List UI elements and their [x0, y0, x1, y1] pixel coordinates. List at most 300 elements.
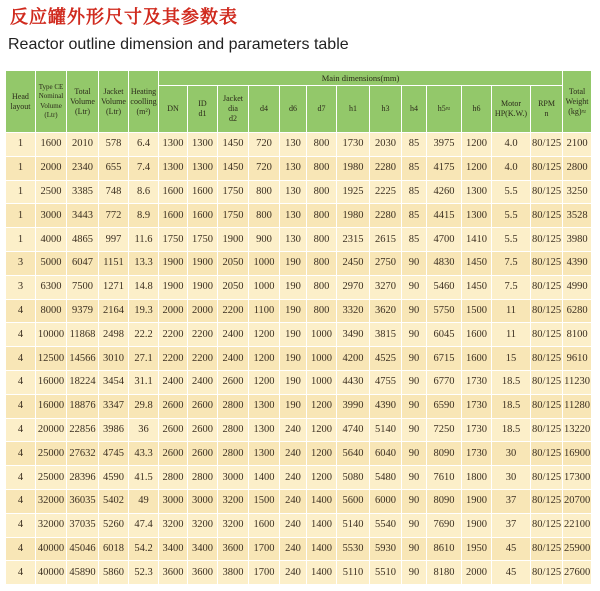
table-row [6, 204, 591, 227]
table-cell: 720 [249, 133, 279, 156]
column-header-total-weight-kg [563, 71, 591, 132]
table-cell: 14566 [67, 347, 98, 370]
table-cell: 1900 [462, 514, 491, 537]
table-cell: 4525 [370, 347, 401, 370]
table-cell: 2100 [563, 133, 591, 156]
table-cell: 22100 [563, 514, 591, 537]
table-cell: 190 [280, 395, 306, 418]
table-cell: 85 [402, 181, 426, 204]
table-cell: 6000 [370, 490, 401, 513]
table-cell: 18.5 [492, 371, 530, 394]
table-cell: 1 [6, 181, 35, 204]
table-cell: 1750 [188, 228, 217, 251]
column-header-line: Total [568, 86, 586, 96]
table-cell: 2600 [159, 419, 187, 442]
table-cell: 80/125 [531, 371, 562, 394]
table-cell: 6715 [427, 347, 461, 370]
table-cell: 2050 [218, 276, 248, 299]
table-row [6, 181, 591, 204]
table-cell: 90 [402, 442, 426, 465]
table-cell: 7500 [67, 276, 98, 299]
table-cell: 3600 [159, 561, 187, 584]
table-row [6, 133, 591, 156]
table-cell: 80/125 [531, 323, 562, 346]
table-cell: 190 [280, 347, 306, 370]
table-cell: 2600 [159, 395, 187, 418]
table-cell: 2498 [99, 323, 128, 346]
table-cell: 2200 [159, 347, 187, 370]
table-cell: 5640 [337, 442, 369, 465]
table-cell: 7690 [427, 514, 461, 537]
table-cell: 2000 [462, 561, 491, 584]
table-cell: 2200 [218, 300, 248, 323]
table-cell: 45 [492, 538, 530, 561]
table-cell: 1000 [249, 276, 279, 299]
table-cell: 1300 [159, 157, 187, 180]
table-cell: 130 [280, 181, 306, 204]
table-cell: 6047 [67, 252, 98, 275]
column-header-line: Jacket [223, 94, 243, 103]
column-header-h1 [337, 86, 369, 132]
column-header-line: d2 [229, 114, 237, 123]
table-cell: 80/125 [531, 395, 562, 418]
table-cell: 4590 [99, 466, 128, 489]
parameters-table [5, 70, 592, 585]
column-header-line: h5≈ [437, 104, 451, 113]
table-cell: 800 [307, 181, 336, 204]
table-cell: 37 [492, 514, 530, 537]
column-header-line: d6 [289, 104, 297, 113]
table-cell: 2450 [337, 252, 369, 275]
table-cell: 1200 [249, 371, 279, 394]
table-cell: 20000 [36, 419, 66, 442]
table-cell: 45 [492, 561, 530, 584]
table-cell: 655 [99, 157, 128, 180]
table-cell: 5000 [36, 252, 66, 275]
column-header-line: layout [10, 101, 31, 111]
table-cell: 3400 [188, 538, 217, 561]
table-cell: 5.5 [492, 228, 530, 251]
table-body [6, 133, 591, 584]
table-cell: 190 [280, 371, 306, 394]
table-cell: 2000 [159, 300, 187, 323]
table-cell: 25000 [36, 466, 66, 489]
table-cell: 3986 [99, 419, 128, 442]
table-cell: 1200 [249, 347, 279, 370]
table-cell: 1800 [462, 466, 491, 489]
column-header-line: (Ltr) [74, 106, 91, 116]
table-cell: 2340 [67, 157, 98, 180]
column-header-line: HP(K.W.) [494, 109, 528, 118]
table-cell: 80/125 [531, 419, 562, 442]
table-cell: 4755 [370, 371, 401, 394]
table-cell: 4 [6, 347, 35, 370]
table-cell: 3200 [218, 514, 248, 537]
table-cell: 27600 [563, 561, 591, 584]
table-cell: 80/125 [531, 204, 562, 227]
table-cell: 5140 [370, 419, 401, 442]
table-cell: 2600 [188, 442, 217, 465]
table-cell: 20700 [563, 490, 591, 513]
table-cell: 3600 [188, 561, 217, 584]
column-header-d7 [307, 86, 336, 132]
table-cell: 4 [6, 371, 35, 394]
table-cell: 1300 [462, 204, 491, 227]
table-cell: 1300 [249, 419, 279, 442]
table-cell: 49 [129, 490, 158, 513]
table-cell: 3385 [67, 181, 98, 204]
table-cell: 17300 [563, 466, 591, 489]
table-cell: 4415 [427, 204, 461, 227]
table-cell: 800 [307, 252, 336, 275]
table-cell: 54.2 [129, 538, 158, 561]
column-header-h6 [462, 86, 491, 132]
table-cell: 25000 [36, 442, 66, 465]
table-cell: 2800 [218, 419, 248, 442]
table-cell: 1600 [462, 347, 491, 370]
table-cell: 3320 [337, 300, 369, 323]
table-cell: 1700 [249, 561, 279, 584]
table-cell: 37 [492, 490, 530, 513]
table-cell: 3490 [337, 323, 369, 346]
table-cell: 5930 [370, 538, 401, 561]
table-cell: 772 [99, 204, 128, 227]
table-cell: 8180 [427, 561, 461, 584]
table-cell: 1 [6, 228, 35, 251]
table-cell: 2000 [188, 300, 217, 323]
table-cell: 190 [280, 276, 306, 299]
column-header-line: d1 [198, 109, 207, 118]
table-cell: 27632 [67, 442, 98, 465]
table-cell: 2010 [67, 133, 98, 156]
table-row [6, 300, 591, 323]
table-cell: 52.3 [129, 561, 158, 584]
table-cell: 4865 [67, 228, 98, 251]
table-cell: 4200 [337, 347, 369, 370]
table-cell: 1200 [307, 442, 336, 465]
table-cell: 1300 [188, 157, 217, 180]
table-cell: 1151 [99, 252, 128, 275]
table-row [6, 228, 591, 251]
table-cell: 3975 [427, 133, 461, 156]
table-cell: 2200 [188, 347, 217, 370]
table-cell: 80/125 [531, 442, 562, 465]
column-header-motor-hp-k-w [492, 86, 530, 132]
table-cell: 1900 [218, 228, 248, 251]
table-cell: 1730 [462, 442, 491, 465]
table-cell: 1000 [249, 252, 279, 275]
table-cell: 2225 [370, 181, 401, 204]
table-cell: 1950 [462, 538, 491, 561]
table-cell: 2400 [218, 347, 248, 370]
table-cell: 90 [402, 395, 426, 418]
table-cell: 28396 [67, 466, 98, 489]
column-header-line: Type CE [38, 82, 64, 91]
table-cell: 2800 [218, 395, 248, 418]
table-cell: 720 [249, 157, 279, 180]
table-cell: 5530 [337, 538, 369, 561]
table-cell: 1600 [159, 204, 187, 227]
table-cell: 9379 [67, 300, 98, 323]
table-row [6, 442, 591, 465]
table-cell: 31.1 [129, 371, 158, 394]
table-cell: 3 [6, 276, 35, 299]
table-cell: 90 [402, 419, 426, 442]
table-cell: 80/125 [531, 538, 562, 561]
table-cell: 10000 [36, 323, 66, 346]
table-cell: 7.5 [492, 252, 530, 275]
table-cell: 4 [6, 323, 35, 346]
table-cell: 11 [492, 323, 530, 346]
table-cell: 90 [402, 300, 426, 323]
table-cell: 2615 [370, 228, 401, 251]
table-cell: 1300 [462, 181, 491, 204]
table-cell: 1200 [462, 133, 491, 156]
table-cell: 1600 [159, 181, 187, 204]
table-cell: 3000 [159, 490, 187, 513]
table-cell: 6280 [563, 300, 591, 323]
column-header-line: Volume [70, 96, 95, 106]
table-cell: 1400 [307, 490, 336, 513]
column-header-line: ID [198, 99, 207, 108]
table-cell: 1730 [462, 371, 491, 394]
table-cell: 18.5 [492, 395, 530, 418]
table-cell: 2800 [188, 466, 217, 489]
table-cell: 130 [280, 204, 306, 227]
column-header-line: d4 [260, 104, 268, 113]
column-header-h5 [427, 86, 461, 132]
table-cell: 3 [6, 252, 35, 275]
table-cell: 800 [249, 181, 279, 204]
table-cell: 3347 [99, 395, 128, 418]
table-cell: 3528 [563, 204, 591, 227]
table-cell: 8100 [563, 323, 591, 346]
table-cell: 800 [307, 204, 336, 227]
table-cell: 4 [6, 466, 35, 489]
table-cell: 1730 [337, 133, 369, 156]
table-cell: 578 [99, 133, 128, 156]
table-cell: 3000 [188, 490, 217, 513]
column-header-line: h4 [410, 104, 418, 113]
table-cell: 1400 [307, 561, 336, 584]
table-cell: 11230 [563, 371, 591, 394]
table-cell: 4 [6, 514, 35, 537]
table-cell: 2800 [563, 157, 591, 180]
column-header-line: dia [228, 104, 238, 113]
table-cell: 7250 [427, 419, 461, 442]
table-cell: 15 [492, 347, 530, 370]
table-cell: 3454 [99, 371, 128, 394]
table-cell: 16000 [36, 371, 66, 394]
column-header-line: coolling [130, 96, 157, 106]
table-cell: 1600 [188, 181, 217, 204]
table-cell: 2315 [337, 228, 369, 251]
table-cell: 8090 [427, 490, 461, 513]
table-cell: 800 [249, 204, 279, 227]
table-cell: 3270 [370, 276, 401, 299]
table-cell: 6300 [36, 276, 66, 299]
table-cell: 1271 [99, 276, 128, 299]
column-header-line: Jacket [103, 86, 124, 96]
table-row [6, 395, 591, 418]
table-cell: 85 [402, 157, 426, 180]
table-cell: 47.4 [129, 514, 158, 537]
table-cell: 240 [280, 490, 306, 513]
table-cell: 1400 [307, 538, 336, 561]
table-cell: 130 [280, 228, 306, 251]
table-cell: 4740 [337, 419, 369, 442]
column-header-jacket-volume-ltr [99, 71, 128, 132]
table-cell: 2600 [218, 371, 248, 394]
table-cell: 2164 [99, 300, 128, 323]
column-header-h3 [370, 86, 401, 132]
column-header-line: Volume [40, 101, 62, 110]
table-cell: 1200 [462, 157, 491, 180]
table-cell: 1500 [462, 300, 491, 323]
table-cell: 1700 [249, 538, 279, 561]
table-cell: 3800 [218, 561, 248, 584]
table-cell: 3200 [188, 514, 217, 537]
table-cell: 3400 [159, 538, 187, 561]
column-header-line: h3 [381, 104, 390, 113]
table-cell: 5510 [370, 561, 401, 584]
table-cell: 80/125 [531, 466, 562, 489]
table-cell: 1450 [462, 276, 491, 299]
table-row [6, 371, 591, 394]
table-cell: 85 [402, 204, 426, 227]
table-cell: 6040 [370, 442, 401, 465]
table-cell: 4 [6, 395, 35, 418]
table-cell: 1900 [188, 276, 217, 299]
table-cell: 800 [307, 133, 336, 156]
table-cell: 5080 [337, 466, 369, 489]
table-row [6, 252, 591, 275]
table-cell: 6.4 [129, 133, 158, 156]
table-cell: 32000 [36, 514, 66, 537]
table-cell: 5.5 [492, 204, 530, 227]
table-cell: 4 [6, 300, 35, 323]
column-header-line: (m²) [136, 106, 151, 116]
table-cell: 4 [6, 419, 35, 442]
table-cell: 5402 [99, 490, 128, 513]
table-cell: 80/125 [531, 300, 562, 323]
table-cell: 1450 [462, 252, 491, 275]
table-cell: 1900 [159, 276, 187, 299]
table-cell: 2800 [159, 466, 187, 489]
page-title: 反应罐外形尺寸及其参数表 [10, 7, 238, 28]
table-cell: 90 [402, 371, 426, 394]
table-cell: 130 [280, 133, 306, 156]
table-cell: 4700 [427, 228, 461, 251]
table-cell: 1300 [249, 395, 279, 418]
table-cell: 4 [6, 442, 35, 465]
column-header-line: h6 [472, 104, 481, 113]
table-cell: 5480 [370, 466, 401, 489]
table-cell: 5540 [370, 514, 401, 537]
table-cell: 2600 [159, 442, 187, 465]
table-cell: 80/125 [531, 181, 562, 204]
table-row [6, 538, 591, 561]
table-cell: 3200 [159, 514, 187, 537]
table-cell: 2600 [188, 395, 217, 418]
column-header-line: Motor [501, 99, 521, 108]
table-cell: 11.6 [129, 228, 158, 251]
table-cell: 190 [280, 252, 306, 275]
table-cell: 8610 [427, 538, 461, 561]
table-cell: 1200 [249, 323, 279, 346]
table-header [6, 71, 591, 132]
table-cell: 4 [6, 538, 35, 561]
table-cell: 1750 [218, 181, 248, 204]
table-cell: 13.3 [129, 252, 158, 275]
table-cell: 2400 [159, 371, 187, 394]
table-cell: 1730 [462, 419, 491, 442]
table-cell: 2280 [370, 157, 401, 180]
column-header-line: DN [167, 104, 179, 113]
table-cell: 80/125 [531, 561, 562, 584]
table-cell: 4.0 [492, 133, 530, 156]
table-cell: 36 [129, 419, 158, 442]
table-cell: 1900 [462, 490, 491, 513]
table-cell: 80/125 [531, 133, 562, 156]
table-cell: 11868 [67, 323, 98, 346]
table-cell: 1300 [159, 133, 187, 156]
table-cell: 2280 [370, 204, 401, 227]
table-cell: 12500 [36, 347, 66, 370]
table-cell: 4260 [427, 181, 461, 204]
table-cell: 7.4 [129, 157, 158, 180]
table-cell: 1730 [462, 395, 491, 418]
table-cell: 14.8 [129, 276, 158, 299]
table-cell: 11280 [563, 395, 591, 418]
table-cell: 4745 [99, 442, 128, 465]
table-cell: 1000 [307, 371, 336, 394]
column-header-head-layout [6, 71, 35, 132]
table-cell: 997 [99, 228, 128, 251]
table-cell: 11 [492, 300, 530, 323]
table-cell: 4390 [563, 252, 591, 275]
table-row [6, 561, 591, 584]
table-cell: 2200 [188, 323, 217, 346]
table-cell: 29.8 [129, 395, 158, 418]
column-header-line: Nominal [38, 92, 64, 100]
table-cell: 800 [307, 276, 336, 299]
table-cell: 80/125 [531, 252, 562, 275]
table-cell: 5.5 [492, 181, 530, 204]
table-cell: 900 [249, 228, 279, 251]
table-cell: 1500 [249, 490, 279, 513]
table-cell: 240 [280, 442, 306, 465]
table-cell: 4390 [370, 395, 401, 418]
table-cell: 5110 [337, 561, 369, 584]
table-cell: 8090 [427, 442, 461, 465]
column-header-line: Volume [101, 96, 126, 106]
column-header-id-d1 [188, 86, 217, 132]
column-header-line: (Ltr) [105, 106, 122, 116]
table-cell: 30 [492, 466, 530, 489]
table-cell: 240 [280, 561, 306, 584]
table-cell: 800 [307, 300, 336, 323]
table-cell: 3000 [36, 204, 66, 227]
table-cell: 1300 [249, 442, 279, 465]
table-cell: 37035 [67, 514, 98, 537]
table-cell: 16000 [36, 395, 66, 418]
column-header-line: d7 [317, 104, 326, 113]
table-cell: 16900 [563, 442, 591, 465]
table-cell: 1400 [249, 466, 279, 489]
table-cell: 748 [99, 181, 128, 204]
table-cell: 27.1 [129, 347, 158, 370]
